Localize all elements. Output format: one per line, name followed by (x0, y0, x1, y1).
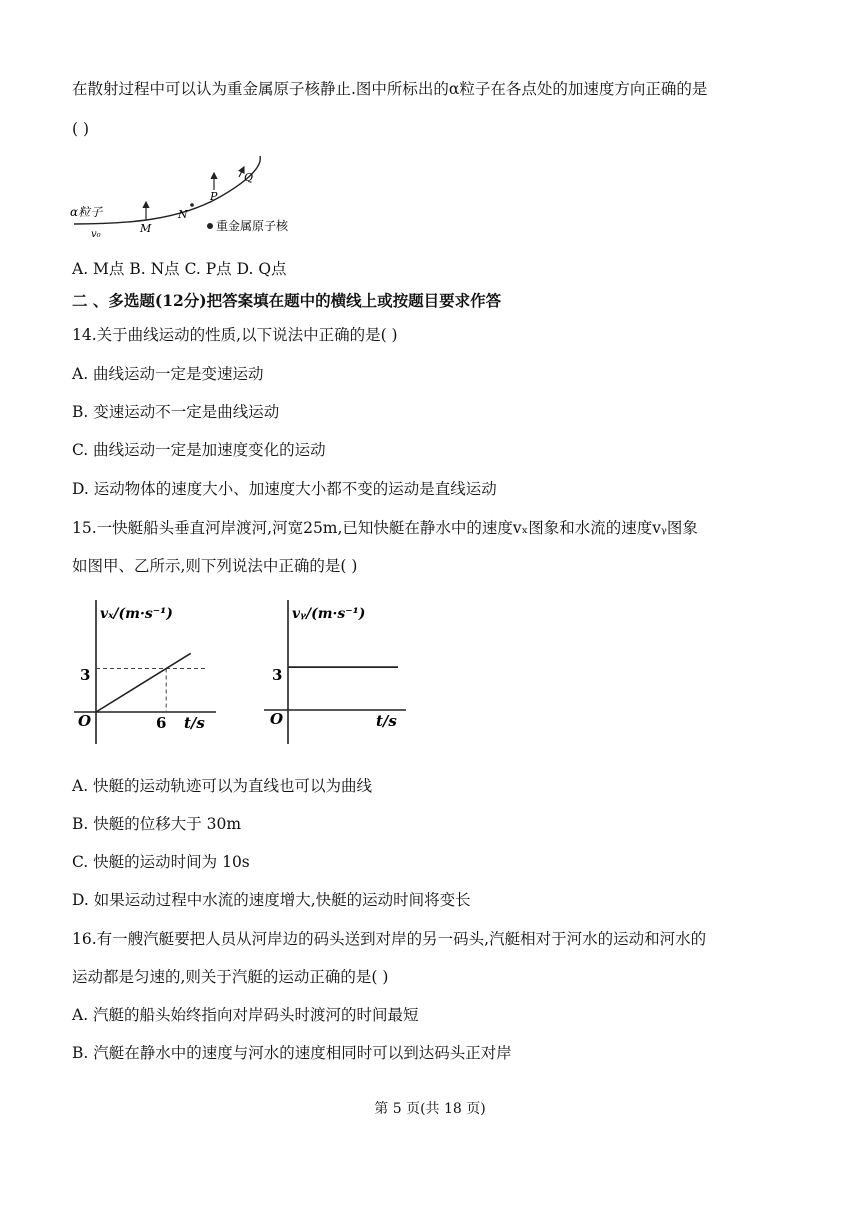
alpha-label: α粒子 (70, 205, 103, 219)
q14-option-c: C. 曲线运动一定是加速度变化的运动 (72, 441, 326, 459)
point-m-label: M (140, 222, 152, 235)
q15-stem-line2: 如图甲、乙所示,则下列说法中正确的是( ) (72, 557, 358, 575)
nucleus-dot (207, 223, 213, 229)
q16-stem-line1: 16.有一艘汽艇要把人员从河岸边的码头送到对岸的另一码头,汽艇相对于河水的运动和河水的 (72, 930, 707, 948)
q15-option-a: A. 快艇的运动轨迹可以为直线也可以为曲线 (72, 777, 373, 795)
q14-option-b: B. 变速运动不一定是曲线运动 (72, 403, 280, 421)
n-point (190, 203, 194, 207)
q16-option-a: A. 汽艇的船头始终指向对岸码头时渡河的时间最短 (72, 1006, 419, 1024)
vx-ytick-3: 3 (80, 666, 91, 684)
v0-label: v₀ (91, 229, 101, 240)
point-p-label: P (210, 190, 218, 203)
q14-option-d: D. 运动物体的速度大小、加速度大小都不变的运动是直线运动 (72, 480, 497, 498)
alpha-scattering-figure (68, 150, 308, 242)
q14-option-a: A. 曲线运动一定是变速运动 (72, 365, 264, 383)
vx-xlabel: t/s (184, 714, 205, 732)
q15-stem-line1: 15.一快艇船头垂直河岸渡河,河宽25m,已知快艇在静水中的速度vₓ图象和水流的速度vᵧ图象 (72, 519, 698, 537)
q13-options: A. M点 B. N点 C. P点 D. Q点 (72, 260, 287, 278)
q15-option-b: B. 快艇的位移大于 30m (72, 815, 242, 833)
vx-series-line (96, 653, 191, 712)
section-heading: 二 、多选题(12分)把答案填在题中的横线上或按题目要求作答 (72, 291, 502, 310)
vx-ylabel: vₓ/(m·s⁻¹) (100, 606, 173, 622)
q14-stem: 14.关于曲线运动的性质,以下说法中正确的是( ) (72, 326, 398, 344)
q15-option-d: D. 如果运动过程中水流的速度增大,快艇的运动时间将变长 (72, 891, 471, 909)
point-n-label: N (178, 208, 188, 221)
page-footer: 第 5 页(共 18 页) (374, 1101, 486, 1117)
vy-ytick-3: 3 (272, 666, 283, 684)
q13-stem-line1: 在散射过程中可以认为重金属原子核静止.图中所标出的α粒子在各点处的加速度方向正确的是 (72, 80, 708, 98)
vy-ylabel: vᵧ/(m·s⁻¹) (292, 606, 366, 622)
q15-option-c: C. 快艇的运动时间为 10s (72, 853, 250, 871)
vy-origin: O (270, 710, 284, 728)
vx-xtick-6: 6 (156, 714, 167, 732)
point-q-label: Q (244, 171, 254, 184)
vx-origin: O (78, 712, 92, 730)
q16-option-b: B. 汽艇在静水中的速度与河水的速度相同时可以到达码头正对岸 (72, 1044, 512, 1062)
q16-stem-line2: 运动都是匀速的,则关于汽艇的运动正确的是( ) (72, 968, 389, 986)
nucleus-label: 重金属原子核 (216, 219, 289, 233)
vy-xlabel: t/s (376, 712, 397, 730)
q13-stem-line2: ( ) (72, 120, 90, 138)
vy-graph (256, 592, 416, 750)
vx-graph (66, 592, 226, 750)
